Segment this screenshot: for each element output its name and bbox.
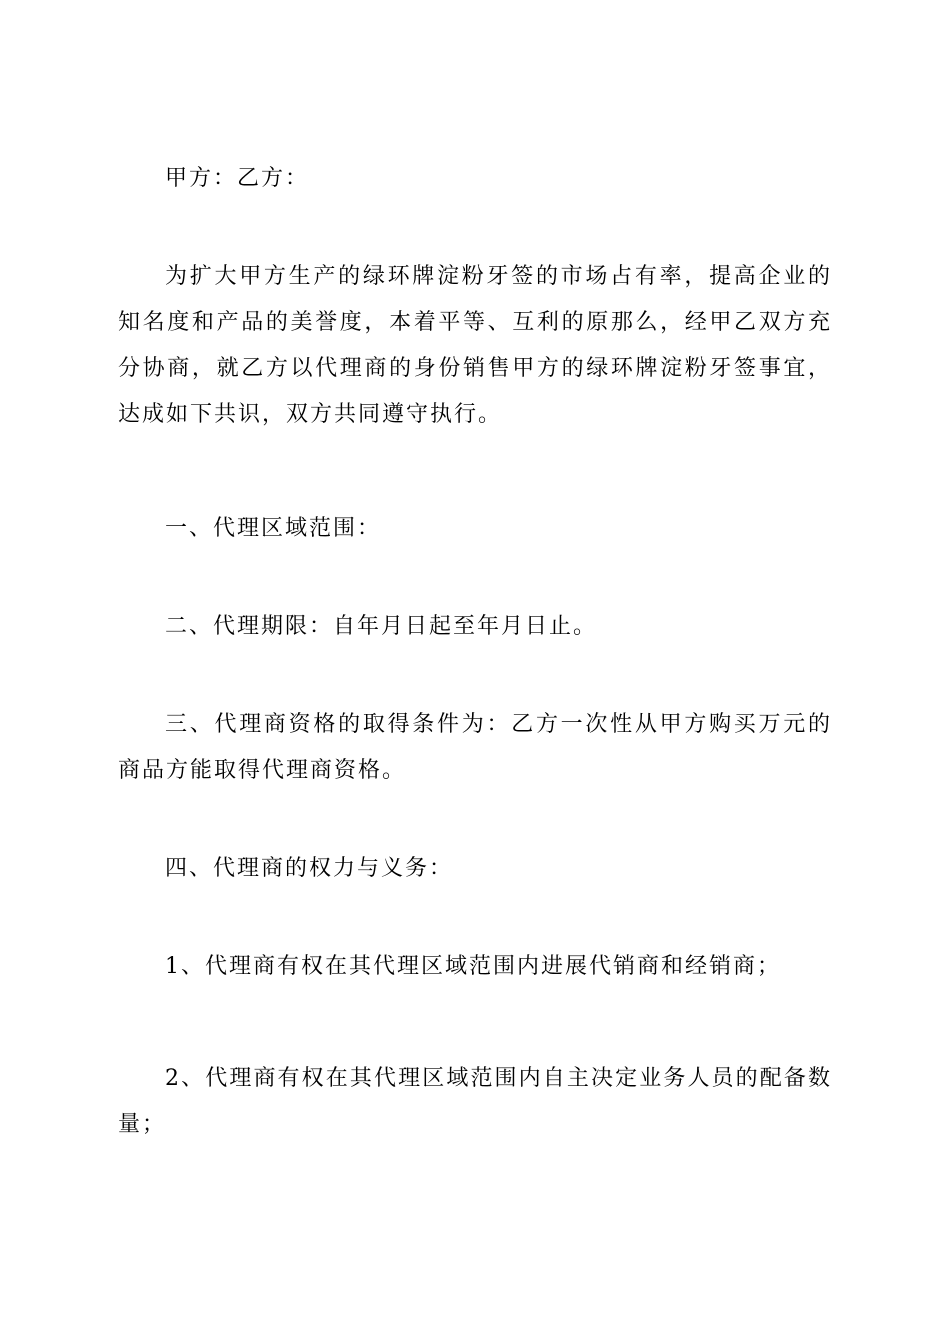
section-one-heading: 一、代理区域范围： <box>165 516 382 541</box>
section-four-heading: 四、代理商的权力与义务： <box>165 856 454 881</box>
list-item-1: 1、代理商有权在其代理区域范围内进展代销商和经销商； <box>165 954 781 979</box>
intro-paragraph: 为扩大甲方生产的绿环牌淀粉牙签的市场占有率，提高企业的知名度和产品的美誉度，本着平等、互利的原那么，经甲乙双方充分协商，就乙方以代理商的身份销售甲方的绿环牌淀粉牙签事宜，达成如下共识，双方共同遵守执行。 <box>118 264 832 427</box>
section-three-paragraph: 三、代理商资格的取得条件为：乙方一次性从甲方购买万元的商品方能取得代理商资格。 <box>118 712 832 783</box>
parties-line: 甲方：乙方： <box>165 166 310 191</box>
list-item-2: 2、代理商有权在其代理区域范围内自主决定业务人员的配备数量； <box>118 1066 832 1137</box>
section-two-heading: 二、代理期限：自年月日起至年月日止。 <box>165 614 598 639</box>
